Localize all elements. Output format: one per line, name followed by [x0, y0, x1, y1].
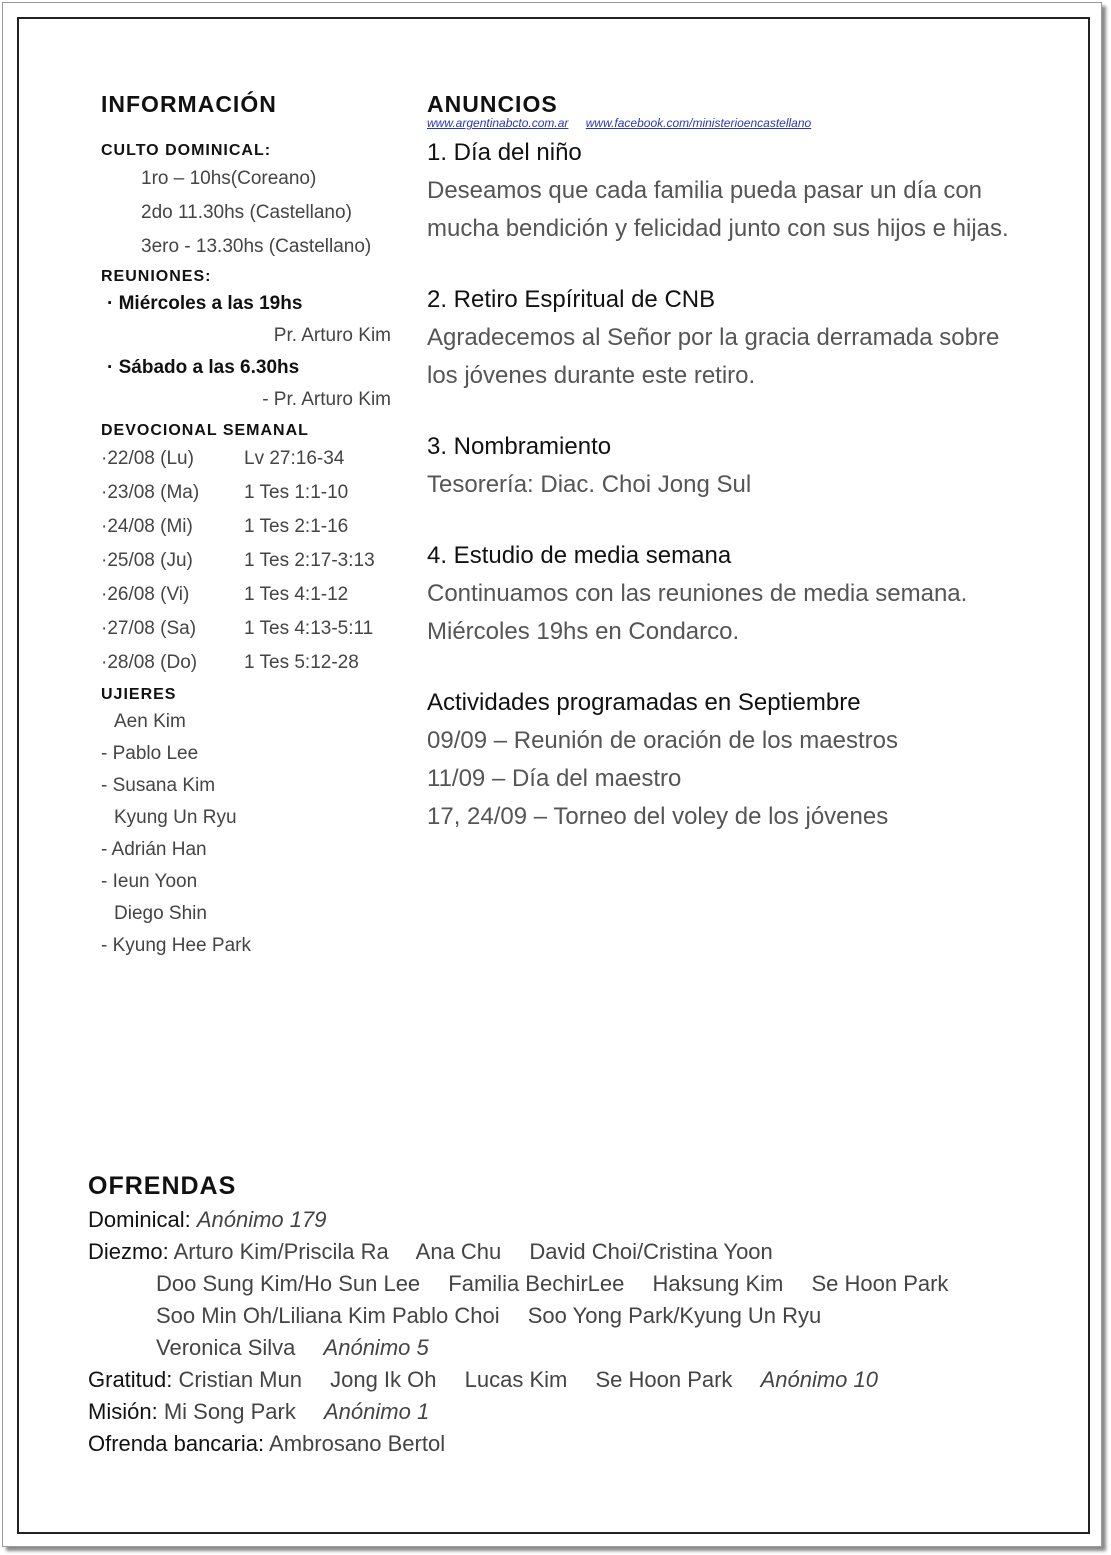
- ofrenda-name: Se Hoon Park: [811, 1271, 949, 1296]
- ujieres-section: [101, 684, 401, 962]
- anuncio-title: 3. Nombramiento: [427, 433, 612, 460]
- anuncio-item: [427, 537, 1027, 651]
- ofrenda-name: Arturo Kim/Priscila Ra: [173, 1239, 389, 1264]
- ofrenda-label: Gratitud:: [88, 1367, 173, 1392]
- ofrenda-mision: [88, 1396, 1048, 1428]
- ujier-name: - Susana Kim: [101, 775, 216, 796]
- ofrenda-bancaria: [88, 1428, 1048, 1460]
- ofrenda-name: Mi Song Park: [163, 1399, 296, 1424]
- anuncios-title: ANUNCIOS: [427, 91, 558, 117]
- devocional-date: ·23/08 (Ma): [101, 482, 200, 503]
- ofrenda-dominical: [88, 1204, 1048, 1236]
- devocional-date: ·22/08 (Lu): [101, 448, 194, 469]
- actividad-line: 09/09 – Reunión de oración de los maestros: [427, 727, 898, 754]
- ujier-name: - Pablo Lee: [101, 743, 199, 764]
- culto-section: [101, 140, 401, 264]
- ofrenda-anon: Anónimo 5: [323, 1335, 429, 1360]
- reunion-pastor: Pr. Arturo Kim: [273, 325, 391, 346]
- ujier-name: Aen Kim: [114, 711, 186, 732]
- ofrenda-label: Dominical:: [88, 1207, 191, 1232]
- devocional-date: ·27/08 (Sa): [101, 618, 197, 639]
- devocional-date: ·25/08 (Ju): [101, 550, 193, 571]
- anuncio-item: [427, 281, 1027, 395]
- devocional-ref: Lv 27:16-34: [244, 448, 345, 469]
- devocional-ref: 1 Tes 5:12-28: [244, 652, 359, 673]
- ofrenda-name: David Choi/Cristina Yoon: [529, 1239, 773, 1264]
- anuncio-body: Agradecemos al Señor por la gracia derramada sobre los jóvenes durante este retiro.: [427, 324, 1000, 389]
- ofrenda-anon: Anónimo 10: [760, 1367, 878, 1392]
- devocional-section: [101, 420, 401, 680]
- devocional-row: [101, 612, 401, 646]
- ujieres-title: UJIERES: [101, 686, 177, 703]
- culto-line: 2do 11.30hs (Castellano): [141, 202, 352, 223]
- ofrenda-label: Diezmo:: [88, 1239, 169, 1264]
- actividades-title: Actividades programadas en Septiembre: [427, 689, 861, 716]
- devocional-row: [101, 646, 401, 680]
- anuncio-body: Tesorería: Diac. Choi Jong Sul: [427, 471, 752, 498]
- ofrenda-name: Se Hoon Park: [595, 1367, 733, 1392]
- ofrenda-name: Soo Min Oh/Liliana Kim Pablo Choi: [156, 1303, 500, 1328]
- anuncio-title: 2. Retiro Espíritual de CNB: [427, 286, 716, 313]
- ofrenda-name: Doo Sung Kim/Ho Sun Lee: [156, 1271, 421, 1296]
- ujier-name: - Ieun Yoon: [101, 871, 198, 892]
- devocional-ref: 1 Tes 2:17-3:13: [244, 550, 375, 571]
- actividades-section: [427, 684, 1027, 836]
- anuncio-body: Deseamos que cada familia pueda pasar un día con mucha bendición y felicidad junto con sus hijos e hijas.: [427, 177, 1009, 242]
- reunion-sabado: · Sábado a las 6.30hs: [107, 357, 300, 378]
- devocional-row: [101, 510, 401, 544]
- actividad-line: 17, 24/09 – Torneo del voley de los jóvenes: [427, 803, 889, 830]
- devocional-ref: 1 Tes 4:13-5:11: [244, 618, 374, 639]
- ujier-name: Kyung Un Ryu: [114, 807, 237, 828]
- ofrenda-name: Soo Yong Park/Kyung Un Ryu: [527, 1303, 822, 1328]
- culto-line: 3ero - 13.30hs (Castellano): [141, 236, 372, 257]
- anuncios-links: [427, 116, 1027, 130]
- reunion-miercoles: · Miércoles a las 19hs: [107, 293, 303, 314]
- anuncio-item: [427, 134, 1027, 248]
- ofrenda-name: Haksung Kim: [652, 1271, 784, 1296]
- ofrenda-anon: Anónimo 179: [196, 1207, 327, 1232]
- ofrenda-diezmo-cont: [88, 1300, 1048, 1332]
- anuncios-column: [427, 88, 1027, 869]
- devocional-date: ·24/08 (Mi): [101, 516, 193, 537]
- ofrenda-gratitud: [88, 1364, 1048, 1396]
- culto-title: CULTO DOMINICAL:: [101, 142, 272, 159]
- ofrenda-name: Lucas Kim: [464, 1367, 568, 1392]
- devocional-row: [101, 442, 401, 476]
- ofrenda-anon: Anónimo 1: [324, 1399, 430, 1424]
- ofrenda-diezmo: [88, 1236, 1048, 1268]
- ujier-name: - Kyung Hee Park: [101, 935, 251, 956]
- anuncio-item: [427, 428, 1027, 504]
- devocional-ref: 1 Tes 4:1-12: [244, 584, 349, 605]
- facebook-link[interactable]: www.facebook.com/ministerioencastellano: [585, 116, 812, 130]
- devocional-ref: 1 Tes 2:1-16: [244, 516, 349, 537]
- devocional-row: [101, 476, 401, 510]
- devocional-row: [101, 578, 401, 612]
- ofrenda-diezmo-cont: [88, 1268, 1048, 1300]
- reuniones-section: [101, 266, 401, 416]
- informacion-column: [101, 88, 401, 962]
- devocional-date: ·26/08 (Vi): [101, 584, 190, 605]
- ujier-name: - Adrián Han: [101, 839, 207, 860]
- ofrenda-label: Misión:: [88, 1399, 158, 1424]
- ujier-name: Diego Shin: [114, 903, 207, 924]
- website-link[interactable]: www.argentinabcto.com.ar: [427, 116, 569, 130]
- anuncio-title: 4. Estudio de media semana: [427, 542, 732, 569]
- ofrenda-name: Veronica Silva: [156, 1335, 296, 1360]
- ofrenda-label: Ofrenda bancaria:: [88, 1431, 265, 1456]
- ofrenda-name: Ambrosano Bertol: [269, 1431, 446, 1456]
- ofrenda-name: Familia BechirLee: [448, 1271, 625, 1296]
- ofrenda-name: Ana Chu: [415, 1239, 502, 1264]
- culto-line: 1ro – 10hs(Coreano): [141, 168, 317, 189]
- ofrenda-diezmo-cont: [88, 1332, 1048, 1364]
- reuniones-title: REUNIONES:: [101, 268, 212, 285]
- ofrenda-name: Cristian Mun: [178, 1367, 302, 1392]
- ofrendas-title: OFRENDAS: [88, 1172, 237, 1200]
- anuncio-title: 1. Día del niño: [427, 139, 582, 166]
- devocional-row: [101, 544, 401, 578]
- informacion-title: INFORMACIÓN: [101, 91, 277, 117]
- actividad-line: 11/09 – Día del maestro: [427, 765, 682, 792]
- devocional-ref: 1 Tes 1:1-10: [244, 482, 349, 503]
- devocional-title: DEVOCIONAL SEMANAL: [101, 422, 309, 439]
- anuncio-body: Continuamos con las reuniones de media semana. Miércoles 19hs en Condarco.: [427, 580, 968, 645]
- ofrenda-name: Jong Ik Oh: [330, 1367, 437, 1392]
- devocional-date: ·28/08 (Do): [101, 652, 198, 673]
- reunion-pastor: - Pr. Arturo Kim: [262, 389, 391, 410]
- ofrendas-section: [88, 1168, 1048, 1460]
